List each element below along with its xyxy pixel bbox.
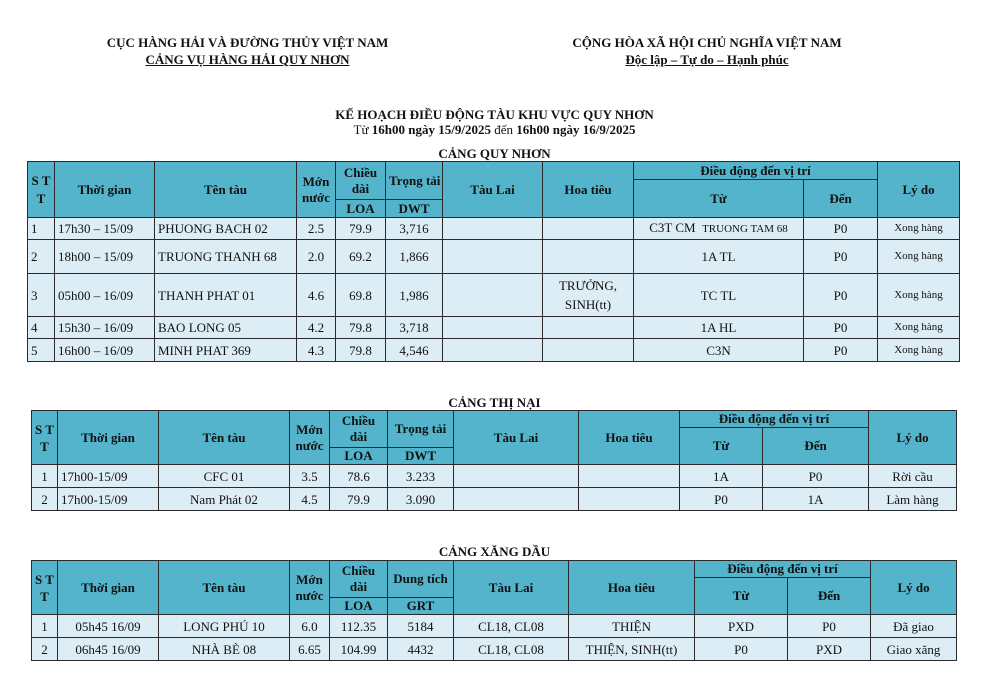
agency-header — [90, 34, 405, 68]
cell-stt: 5 — [28, 339, 55, 362]
cell-dwt: 3.233 — [388, 465, 454, 488]
header-time: Thời gian — [58, 411, 159, 465]
cell-reason: Xong hàng — [878, 317, 960, 339]
cell-to: P0 — [763, 465, 869, 488]
cell-dwt: 3,716 — [386, 218, 443, 240]
header-loa: LOA — [330, 598, 388, 615]
cell-pilot: TRƯỞNG, SINH(tt) — [543, 274, 634, 317]
header-reason: Lý do — [878, 162, 960, 218]
cell-reason: Xong hàng — [878, 339, 960, 362]
document-title: KẾ HOẠCH ĐIỀU ĐỘNG TÀU KHU VỰC QUY NHƠN — [335, 107, 654, 122]
table-row — [28, 274, 960, 317]
cell-reason: Rời cầu — [869, 465, 957, 488]
cell-pilot — [579, 488, 680, 511]
cell-ship: MINH PHAT 369 — [155, 339, 297, 362]
header-move: Điều động đến vị trí — [634, 162, 878, 180]
header-move: Điều động đến vị trí — [680, 411, 869, 428]
table-row — [28, 218, 960, 240]
cell-draft: 2.5 — [297, 218, 336, 240]
cell-draft: 4.5 — [290, 488, 330, 511]
cell-from-main: C3T CM — [649, 220, 696, 235]
cell-from — [634, 218, 804, 240]
cell-to: P0 — [788, 615, 871, 638]
cell-loa: 69.2 — [336, 240, 386, 274]
header-time: Thời gian — [58, 561, 159, 615]
cell-grt: 4432 — [388, 638, 454, 661]
header-to: Đến — [804, 180, 878, 218]
table-row — [28, 317, 960, 339]
cell-from-note: TRUONG TAM 68 — [702, 223, 788, 235]
header-tug: Tàu Lai — [443, 162, 543, 218]
cell-tug — [443, 339, 543, 362]
cell-loa: 79.9 — [330, 488, 388, 511]
table-row — [28, 339, 960, 362]
table-row — [28, 240, 960, 274]
cell-stt: 2 — [32, 488, 58, 511]
cell-ship: PHUONG BACH 02 — [155, 218, 297, 240]
header-to: Đến — [763, 428, 869, 465]
cell-pilot: THIỆN, SINH(tt) — [569, 638, 695, 661]
cell-from: P0 — [695, 638, 788, 661]
cell-draft: 2.0 — [297, 240, 336, 274]
cell-ship: THANH PHAT 01 — [155, 274, 297, 317]
cell-reason: Xong hàng — [878, 218, 960, 240]
period-from: 16h00 ngày 15/9/2025 — [371, 122, 491, 137]
cell-from: 1A TL — [634, 240, 804, 274]
cell-tug: CL18, CL08 — [454, 638, 569, 661]
header-draft: Mớn nước — [297, 162, 336, 218]
header-time: Thời gian — [55, 162, 155, 218]
period-prefix: Từ — [353, 122, 372, 137]
cell-draft: 6.0 — [290, 615, 330, 638]
header-pilot: Hoa tiêu — [569, 561, 695, 615]
header-stt: S T T — [32, 561, 58, 615]
cell-to: P0 — [804, 240, 878, 274]
cell-reason: Đã giao — [871, 615, 957, 638]
cell-grt: 5184 — [388, 615, 454, 638]
cell-pilot: THIỆN — [569, 615, 695, 638]
cell-loa: 78.6 — [330, 465, 388, 488]
cell-from: C3N — [634, 339, 804, 362]
national-motto: Độc lập – Tự do – Hạnh phúc — [625, 52, 789, 67]
cell-stt: 1 — [32, 465, 58, 488]
cell-draft: 3.5 — [290, 465, 330, 488]
cell-loa: 112.35 — [330, 615, 388, 638]
header-from: Từ — [634, 180, 804, 218]
period-mid: đến — [490, 122, 517, 137]
cell-dwt: 1,866 — [386, 240, 443, 274]
header-draft: Mớn nước — [290, 411, 330, 465]
national-header — [548, 34, 866, 68]
header-length: Chiều dài — [336, 162, 386, 200]
cell-to: P0 — [804, 218, 878, 240]
cell-stt: 4 — [28, 317, 55, 339]
header-dwt: DWT — [388, 448, 454, 465]
cell-stt: 1 — [28, 218, 55, 240]
cell-time: 18h00 – 15/09 — [55, 240, 155, 274]
table-row — [32, 638, 957, 661]
cell-loa: 79.9 — [336, 218, 386, 240]
header-ship: Tên tàu — [155, 162, 297, 218]
cell-ship: CFC 01 — [159, 465, 290, 488]
table-row — [32, 615, 957, 638]
cell-pilot — [543, 218, 634, 240]
cell-draft: 4.6 — [297, 274, 336, 317]
cell-loa: 104.99 — [330, 638, 388, 661]
header-pilot: Hoa tiêu — [543, 162, 634, 218]
header-from: Từ — [695, 578, 788, 615]
cell-from: P0 — [680, 488, 763, 511]
cell-ship: Nam Phát 02 — [159, 488, 290, 511]
header-capacity: Dung tích — [388, 561, 454, 598]
table-quy-nhon — [27, 161, 960, 362]
cell-tug — [454, 488, 579, 511]
period-to: 16h00 ngày 16/9/2025 — [516, 122, 636, 137]
cell-tug — [443, 317, 543, 339]
cell-loa: 79.8 — [336, 339, 386, 362]
cell-to: P0 — [804, 317, 878, 339]
cell-time: 15h30 – 16/09 — [55, 317, 155, 339]
agency-name: CỤC HÀNG HẢI VÀ ĐƯỜNG THỦY VIỆT NAM — [106, 35, 389, 50]
cell-ship: NHÀ BÈ 08 — [159, 638, 290, 661]
header-tug: Tàu Lai — [454, 411, 579, 465]
header-length: Chiều dài — [330, 561, 388, 598]
cell-from: 1A HL — [634, 317, 804, 339]
cell-loa: 79.8 — [336, 317, 386, 339]
cell-dwt: 3,718 — [386, 317, 443, 339]
cell-draft: 4.3 — [297, 339, 336, 362]
document-period — [0, 122, 989, 137]
header-length: Chiều dài — [330, 411, 388, 448]
header-from: Từ — [680, 428, 763, 465]
cell-tug — [443, 240, 543, 274]
cell-to: PXD — [788, 638, 871, 661]
cell-time: 17h30 – 15/09 — [55, 218, 155, 240]
table-row — [32, 465, 957, 488]
cell-pilot — [543, 240, 634, 274]
header-pilot: Hoa tiêu — [579, 411, 680, 465]
cell-loa: 69.8 — [336, 274, 386, 317]
cell-ship: TRUONG THANH 68 — [155, 240, 297, 274]
header-loa: LOA — [336, 200, 386, 218]
cell-from: 1A — [680, 465, 763, 488]
cell-tug — [454, 465, 579, 488]
cell-time: 17h00-15/09 — [58, 465, 159, 488]
header-ship: Tên tàu — [159, 561, 290, 615]
port-authority-name: CẢNG VỤ HÀNG HẢI QUY NHƠN — [145, 52, 350, 67]
header-dwt: DWT — [386, 200, 443, 218]
cell-ship: BAO LONG 05 — [155, 317, 297, 339]
cell-stt: 2 — [32, 638, 58, 661]
header-loa: LOA — [330, 448, 388, 465]
header-to: Đến — [788, 578, 871, 615]
cell-reason: Giao xăng — [871, 638, 957, 661]
country-name: CỘNG HÒA XÃ HỘI CHỦ NGHĨA VIỆT NAM — [572, 35, 842, 50]
cell-tug: CL18, CL08 — [454, 615, 569, 638]
table-row — [32, 488, 957, 511]
cell-reason: Xong hàng — [878, 240, 960, 274]
cell-pilot — [543, 317, 634, 339]
header-ship: Tên tàu — [159, 411, 290, 465]
header-stt: S T T — [32, 411, 58, 465]
header-move: Điều động đến vị trí — [695, 561, 871, 578]
cell-draft: 4.2 — [297, 317, 336, 339]
cell-time: 16h00 – 16/09 — [55, 339, 155, 362]
header-reason: Lý do — [869, 411, 957, 465]
cell-reason: Làm hàng — [869, 488, 957, 511]
cell-to: P0 — [804, 274, 878, 317]
cell-from: PXD — [695, 615, 788, 638]
section-title-quy-nhon: CẢNG QUY NHƠN — [438, 146, 551, 161]
cell-pilot — [579, 465, 680, 488]
cell-from: TC TL — [634, 274, 804, 317]
cell-time: 06h45 16/09 — [58, 638, 159, 661]
cell-ship: LONG PHÚ 10 — [159, 615, 290, 638]
cell-to: 1A — [763, 488, 869, 511]
cell-stt: 3 — [28, 274, 55, 317]
cell-stt: 2 — [28, 240, 55, 274]
cell-time: 05h00 – 16/09 — [55, 274, 155, 317]
cell-pilot — [543, 339, 634, 362]
cell-dwt: 3.090 — [388, 488, 454, 511]
header-reason: Lý do — [871, 561, 957, 615]
section-title-thi-nai: CẢNG THỊ NẠI — [448, 395, 541, 410]
table-xang-dau — [31, 560, 957, 661]
header-tonnage: Trọng tải — [386, 162, 443, 200]
cell-time: 05h45 16/09 — [58, 615, 159, 638]
header-draft: Mớn nước — [290, 561, 330, 615]
cell-dwt: 4,546 — [386, 339, 443, 362]
cell-tug — [443, 218, 543, 240]
table-thi-nai — [31, 410, 957, 511]
cell-draft: 6.65 — [290, 638, 330, 661]
cell-stt: 1 — [32, 615, 58, 638]
cell-dwt: 1,986 — [386, 274, 443, 317]
header-tug: Tàu Lai — [454, 561, 569, 615]
header-tonnage: Trọng tải — [388, 411, 454, 448]
cell-reason: Xong hàng — [878, 274, 960, 317]
section-title-xang-dau: CẢNG XĂNG DẦU — [438, 544, 551, 559]
header-grt: GRT — [388, 598, 454, 615]
cell-time: 17h00-15/09 — [58, 488, 159, 511]
cell-to: P0 — [804, 339, 878, 362]
header-stt: S T T — [28, 162, 55, 218]
cell-tug — [443, 274, 543, 317]
